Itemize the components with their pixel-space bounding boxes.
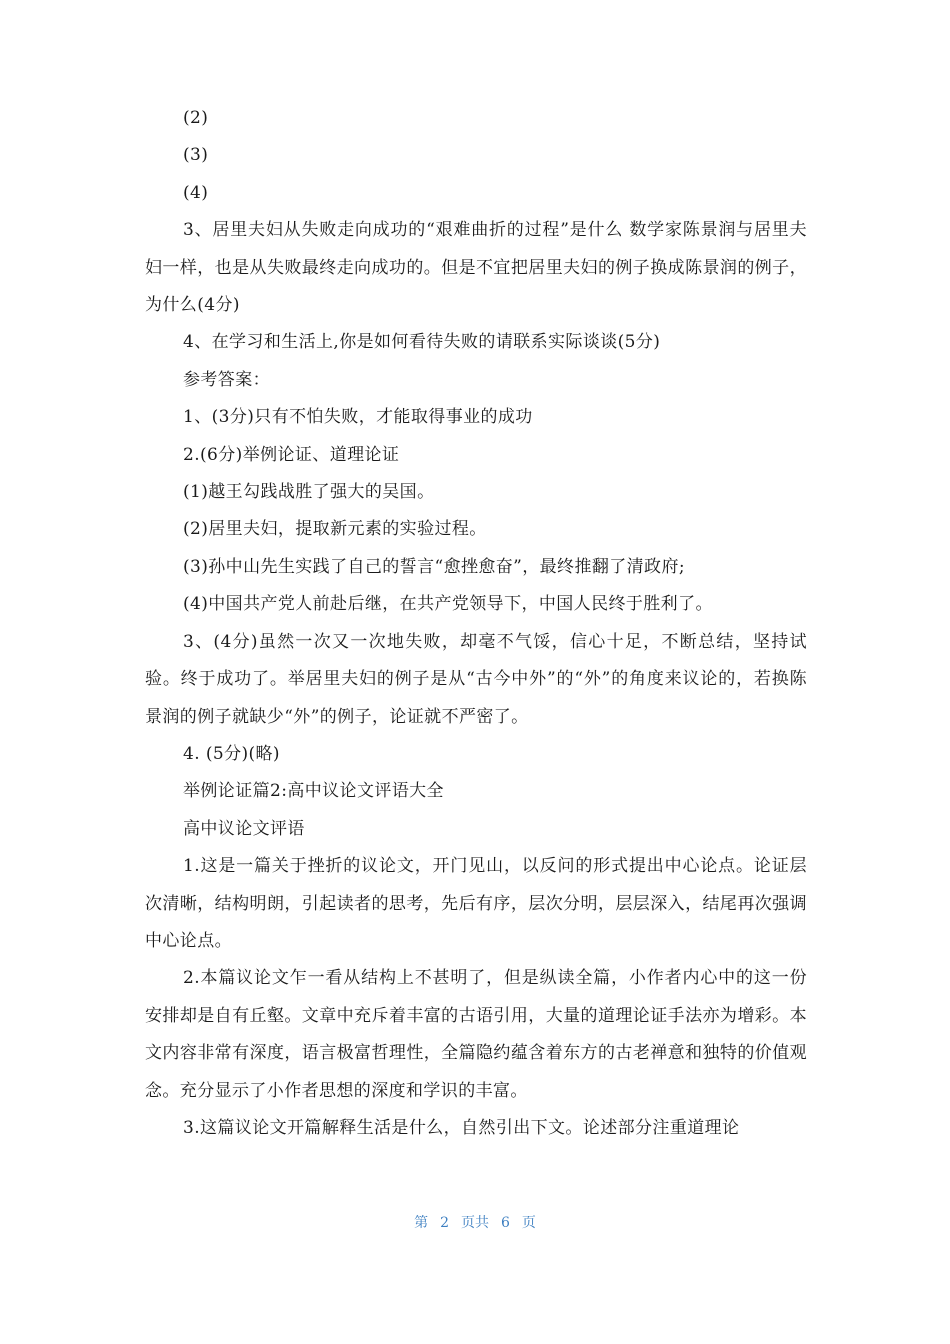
paragraph: 3、居里夫妇从失败走向成功的“艰难曲折的过程”是什么 数学家陈景润与居里夫妇一样，也是从失败最终走向成功的。但是不宜把居里夫妇的例子换成陈景润的例子，为什么(4分) [145,220,807,316]
footer-total-pages: 6 [501,1215,510,1231]
footer-label-ye: 页 [521,1215,536,1231]
paragraph: 3、(4分)虽然一次又一次地失败，却毫不气馁，信心十足，不断总结，坚持试验。终于成功了。举居里夫妇的例子是从“古今中外”的“外”的角度来议论的，若换陈景润的例子就缺少“外”的例子，论证就不严密了。 [145,631,807,727]
paragraph: (2)居里夫妇，提取新元素的实验过程。 [183,519,487,540]
paragraph: (4)中国共产党人前赴后继，在共产党领导下，中国人民终于胜利了。 [183,594,713,615]
paragraph: (3) [183,145,209,166]
paragraph: 2.(6分)举例论证、道理论证 [183,444,400,465]
page-footer [0,1212,950,1232]
document-body [145,100,807,1147]
footer-label-di: 第 [414,1215,429,1231]
section-subheading: 高中议论文评语 [183,818,305,839]
paragraph: 1.这是一篇关于挫折的议论文，开门见山，以反问的形式提出中心论点。论证层次清晰，结构明朗，引起读者的思考，先后有序，层次分明，层层深入，结尾再次强调中心论点。 [145,856,807,951]
footer-label-ye-gong: 页共 [461,1215,489,1231]
paragraph: 1、(3分)只有不怕失败，才能取得事业的成功 [183,407,533,428]
paragraph: 3.这篇议论文开篇解释生活是什么，自然引出下文。论述部分注重道理论 [183,1117,740,1138]
paragraph: 参考答案： [183,369,270,390]
paragraph: (4) [183,182,209,203]
paragraph: (2) [183,108,209,128]
footer-page-number: 2 [440,1215,449,1231]
paragraph: 4、在学习和生活上,你是如何看待失败的请联系实际谈谈(5分) [183,332,661,353]
paragraph: (3)孙中山先生实践了自己的誓言“愈挫愈奋”，最终推翻了清政府; [183,556,685,577]
paragraph: 2.本篇议论文乍一看从结构上不甚明了，但是纵读全篇，小作者内心中的这一份安排却是自有丘壑。文章中充斥着丰富的古语引用，大量的道理论证手法亦为增彩。本文内容非常有深度，语言极富哲理性，全篇隐约蕴含着东方的古老禅意和独特的价值观念。充分显示了小作者思想的深度和学识的丰富。 [145,968,807,1101]
paragraph: 4. (5分)(略) [183,743,280,764]
section-heading: 举例论证篇2:高中议论文评语大全 [183,781,444,802]
paragraph: (1)越王勾践战胜了强大的吴国。 [183,482,435,503]
